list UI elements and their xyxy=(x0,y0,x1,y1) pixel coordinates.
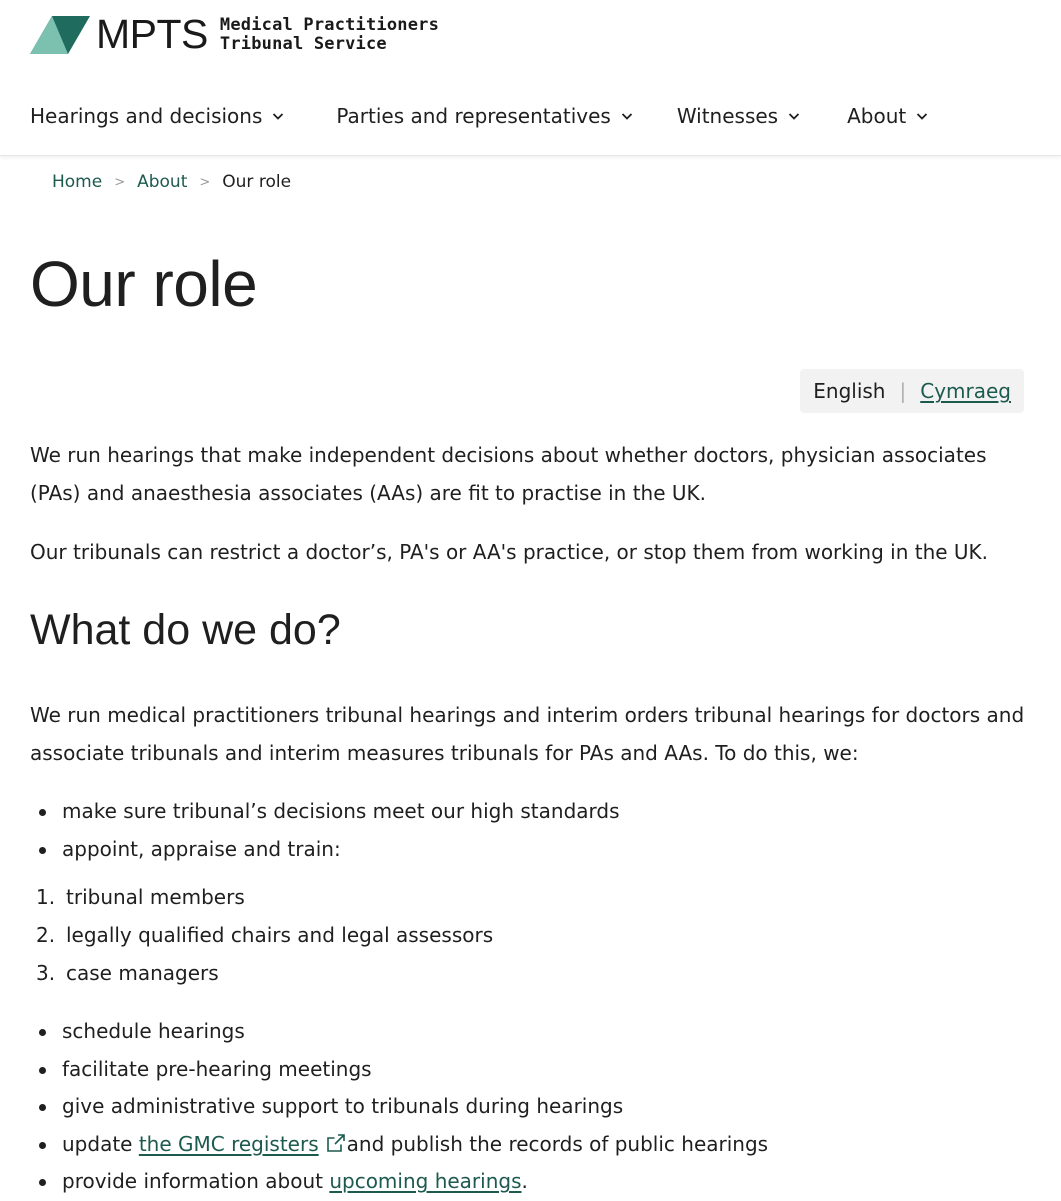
list-item-text: case managers xyxy=(66,961,219,985)
nav-about[interactable] xyxy=(847,104,928,128)
upcoming-hearings-link[interactable]: upcoming hearings xyxy=(329,1169,522,1193)
breadcrumb xyxy=(52,172,291,192)
intro-paragraph-2: Our tribunals can restrict a doctor’s, PA's or AA's practice, or stop them from working in the UK. xyxy=(30,540,989,564)
nav-witnesses[interactable] xyxy=(677,104,800,128)
list-item-text: legally qualified chairs and legal assessors xyxy=(66,923,494,947)
list-item: schedule hearings xyxy=(30,1013,1040,1051)
training-list xyxy=(30,878,1040,992)
nav-hearings-and-decisions[interactable] xyxy=(30,104,284,128)
logo-line-2: Tribunal Service xyxy=(219,33,387,54)
list-item: make sure tribunal’s decisions meet our high standards xyxy=(30,793,1040,831)
nav-parties-and-representatives[interactable] xyxy=(336,104,632,128)
logo-wordmark: MPTS xyxy=(96,11,208,57)
logo-line-1: Medical Practitioners xyxy=(219,14,440,35)
mpts-logo-mark-icon xyxy=(30,16,90,54)
site-header xyxy=(0,0,1061,156)
breadcrumb-current: Our role xyxy=(222,172,292,192)
list-number: 2. xyxy=(36,923,56,947)
page-title: Our role xyxy=(30,248,258,320)
list-item-text: and publish the records of public hearings xyxy=(346,1131,769,1156)
gmc-registers-link[interactable]: the GMC registers xyxy=(138,1131,319,1156)
list-item-text: tribunal members xyxy=(66,885,245,909)
chevron-down-icon xyxy=(916,110,928,122)
nav-label: About xyxy=(847,104,907,128)
duties-list-continued xyxy=(30,1013,1040,1201)
chevron-down-icon xyxy=(621,110,633,122)
list-item: appoint, appraise and train: xyxy=(30,831,1040,869)
intro-paragraph: We run hearings that make independent decisions about whether doctors, physician associates (PAs) and anaesthesia associates (AAs) are fit to practise in the UK. xyxy=(30,443,987,505)
chevron-down-icon xyxy=(272,110,284,122)
list-number: 1. xyxy=(36,885,56,909)
list-number: 3. xyxy=(36,961,56,985)
language-separator: | xyxy=(899,379,907,403)
language-switcher xyxy=(800,369,1024,413)
main-content xyxy=(30,436,1040,1201)
list-item-text: . xyxy=(521,1169,528,1193)
list-item xyxy=(30,916,1040,954)
list-item-text: update xyxy=(62,1131,139,1156)
breadcrumb-separator: > xyxy=(199,174,211,190)
section-heading: What do we do? xyxy=(30,606,341,654)
breadcrumb-separator: > xyxy=(114,174,126,190)
list-item-text: provide information about xyxy=(62,1169,330,1193)
chevron-down-icon xyxy=(788,110,800,122)
lead-paragraph: We run medical practitioners tribunal hearings and interim orders tribunal hearings for doctors and associate tribunals and interim measures tribunals for PAs and AAs. To do this, we: xyxy=(30,703,1025,765)
duties-list xyxy=(30,793,1040,868)
mpts-logo[interactable] xyxy=(30,11,440,57)
main-nav xyxy=(30,104,928,128)
list-item-gmc xyxy=(30,1126,1040,1164)
nav-label: Parties and representatives xyxy=(336,104,611,128)
language-welsh-link[interactable]: Cymraeg xyxy=(920,379,1011,403)
external-link-icon xyxy=(325,1132,347,1154)
list-item-hearings xyxy=(30,1163,1040,1201)
list-item: give administrative support to tribunals during hearings xyxy=(30,1088,1040,1126)
logo-fullname xyxy=(220,16,439,54)
list-item xyxy=(30,954,1040,992)
breadcrumb-about-link[interactable]: About xyxy=(137,172,188,192)
breadcrumb-home-link[interactable]: Home xyxy=(52,172,103,192)
list-item: facilitate pre-hearing meetings xyxy=(30,1051,1040,1089)
nav-label: Hearings and decisions xyxy=(30,104,263,128)
list-item xyxy=(30,878,1040,916)
language-english: English xyxy=(813,379,886,403)
nav-label: Witnesses xyxy=(676,104,779,128)
